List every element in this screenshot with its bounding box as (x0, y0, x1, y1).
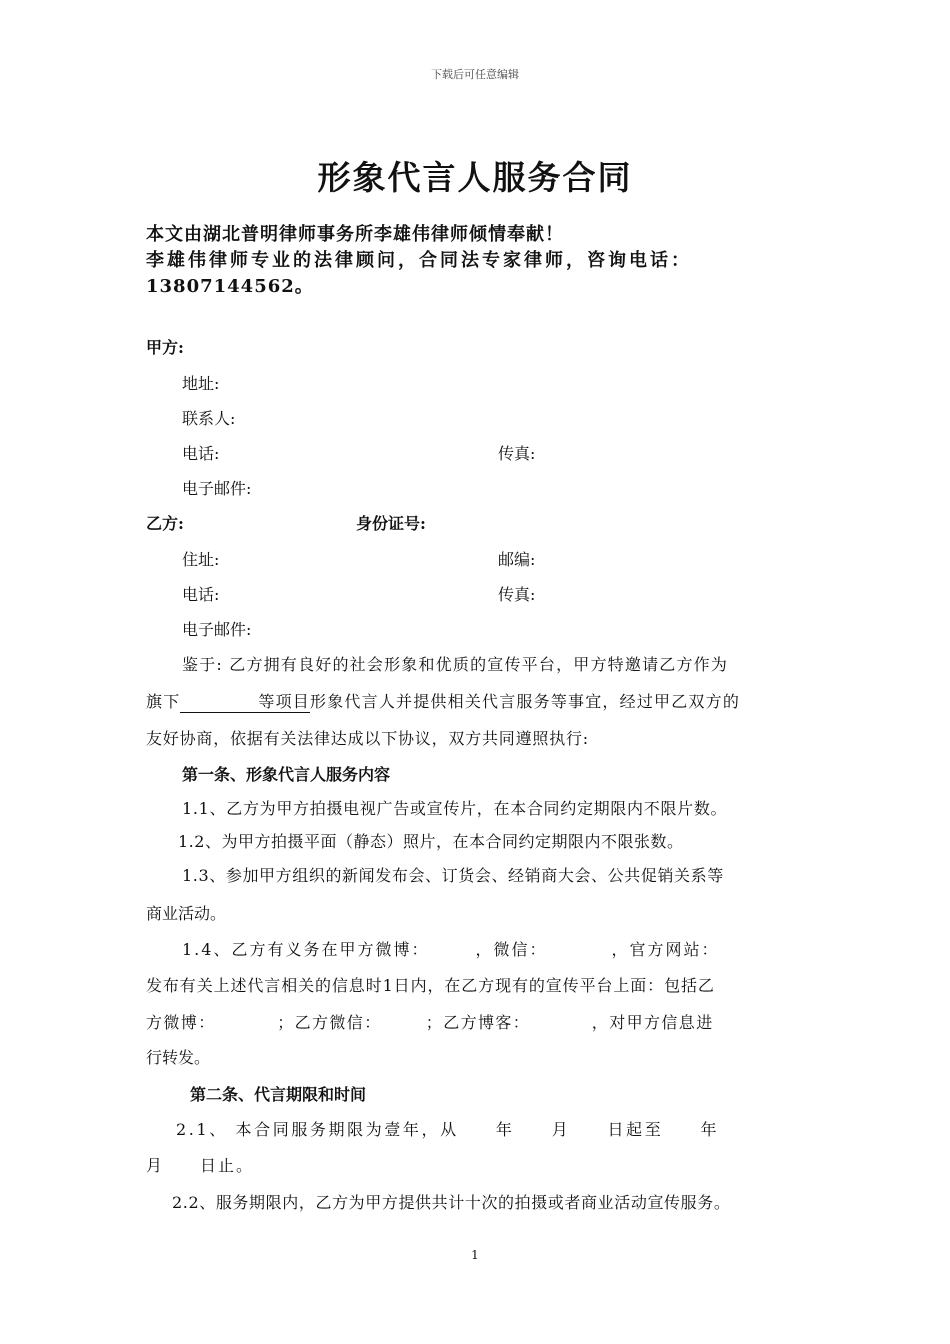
party-b-id-number: 身份证号: (356, 514, 426, 533)
preamble-line-3: 友好协商，依据有关法律达成以下协议，双方共同遵照执行: (146, 729, 589, 748)
article-2-heading: 第二条、代言期限和时间 (190, 1085, 367, 1104)
preamble-line-2-pre: 旗下 (146, 692, 181, 711)
clause-1-3-line-1: 1.3、参加甲方组织的新闻发布会、订货会、经销商大会、公共促销关系等 (182, 866, 724, 885)
preamble-project-blank: 等项目 (180, 689, 310, 713)
clause-1-4-line-3: 方微博： ；乙方微信： ；乙方博客： ，对甲方信息进 (146, 1013, 714, 1032)
clause-1-4-line-4: 行转发。 (146, 1048, 211, 1067)
party-a-contact: 联系人: (182, 409, 236, 428)
article-1-heading: 第一条、形象代言人服务内容 (182, 765, 391, 784)
clause-1-3-line-2: 商业活动。 (146, 904, 227, 923)
page-number: 1 (471, 1248, 479, 1262)
party-a-address: 地址: (182, 374, 220, 393)
party-b-phone: 电话: (182, 585, 220, 604)
party-a-fax: 传真: (498, 444, 536, 463)
promo-line-2: 李雄伟律师专业的法律顾问，合同法专家律师，咨询电话： (146, 250, 692, 271)
document-title: 形象代言人服务合同 (317, 158, 633, 197)
party-a-email: 电子邮件: (182, 479, 252, 498)
clause-1-2: 1.2、为甲方拍摄平面（静态）照片，在本合同约定期限内不限张数。 (178, 832, 684, 851)
party-a-phone: 电话: (182, 444, 220, 463)
preamble-line-2-post: 形象代言人并提供相关代言服务等事宜，经过甲乙双方的 (310, 692, 741, 711)
header-note: 下载后可任意编辑 (431, 68, 519, 81)
promo-line-3: 13807144562。 (146, 276, 314, 297)
clause-1-4-line-2: 发布有关上述代言相关的信息时1日内，在乙方现有的宣传平台上面：包括乙 (146, 976, 715, 995)
party-a-label: 甲方: (146, 338, 184, 357)
party-b-label: 乙方: (146, 514, 184, 533)
party-b-postcode: 邮编: (498, 550, 536, 569)
preamble-line-2 (146, 689, 740, 713)
clause-2-1-line-1: 2.1、 本合同服务期限为壹年，从 年 月 日起至 年 (176, 1120, 720, 1139)
party-b-fax: 传真: (498, 585, 536, 604)
party-b-address: 住址: (182, 550, 220, 569)
clause-2-2: 2.2、服务期限内，乙方为甲方提供共计十次的拍摄或者商业活动宣传服务。 (172, 1193, 731, 1212)
clause-1-4-line-1: 1.4、乙方有义务在甲方微博： ，微信： ，官方网站： (182, 940, 720, 959)
party-b-email: 电子邮件: (182, 620, 252, 639)
promo-line-1: 本文由湖北普明律师事务所李雄伟律师倾情奉献！ (146, 224, 564, 245)
preamble-line-1: 鉴于: 乙方拥有良好的社会形象和优质的宣传平台，甲方特邀请乙方作为 (182, 655, 729, 674)
clause-1-1: 1.1、乙方为甲方拍摄电视广告或宣传片，在本合同约定期限内不限片数。 (182, 799, 728, 818)
clause-2-1-line-2: 月 日止。 (146, 1156, 255, 1175)
